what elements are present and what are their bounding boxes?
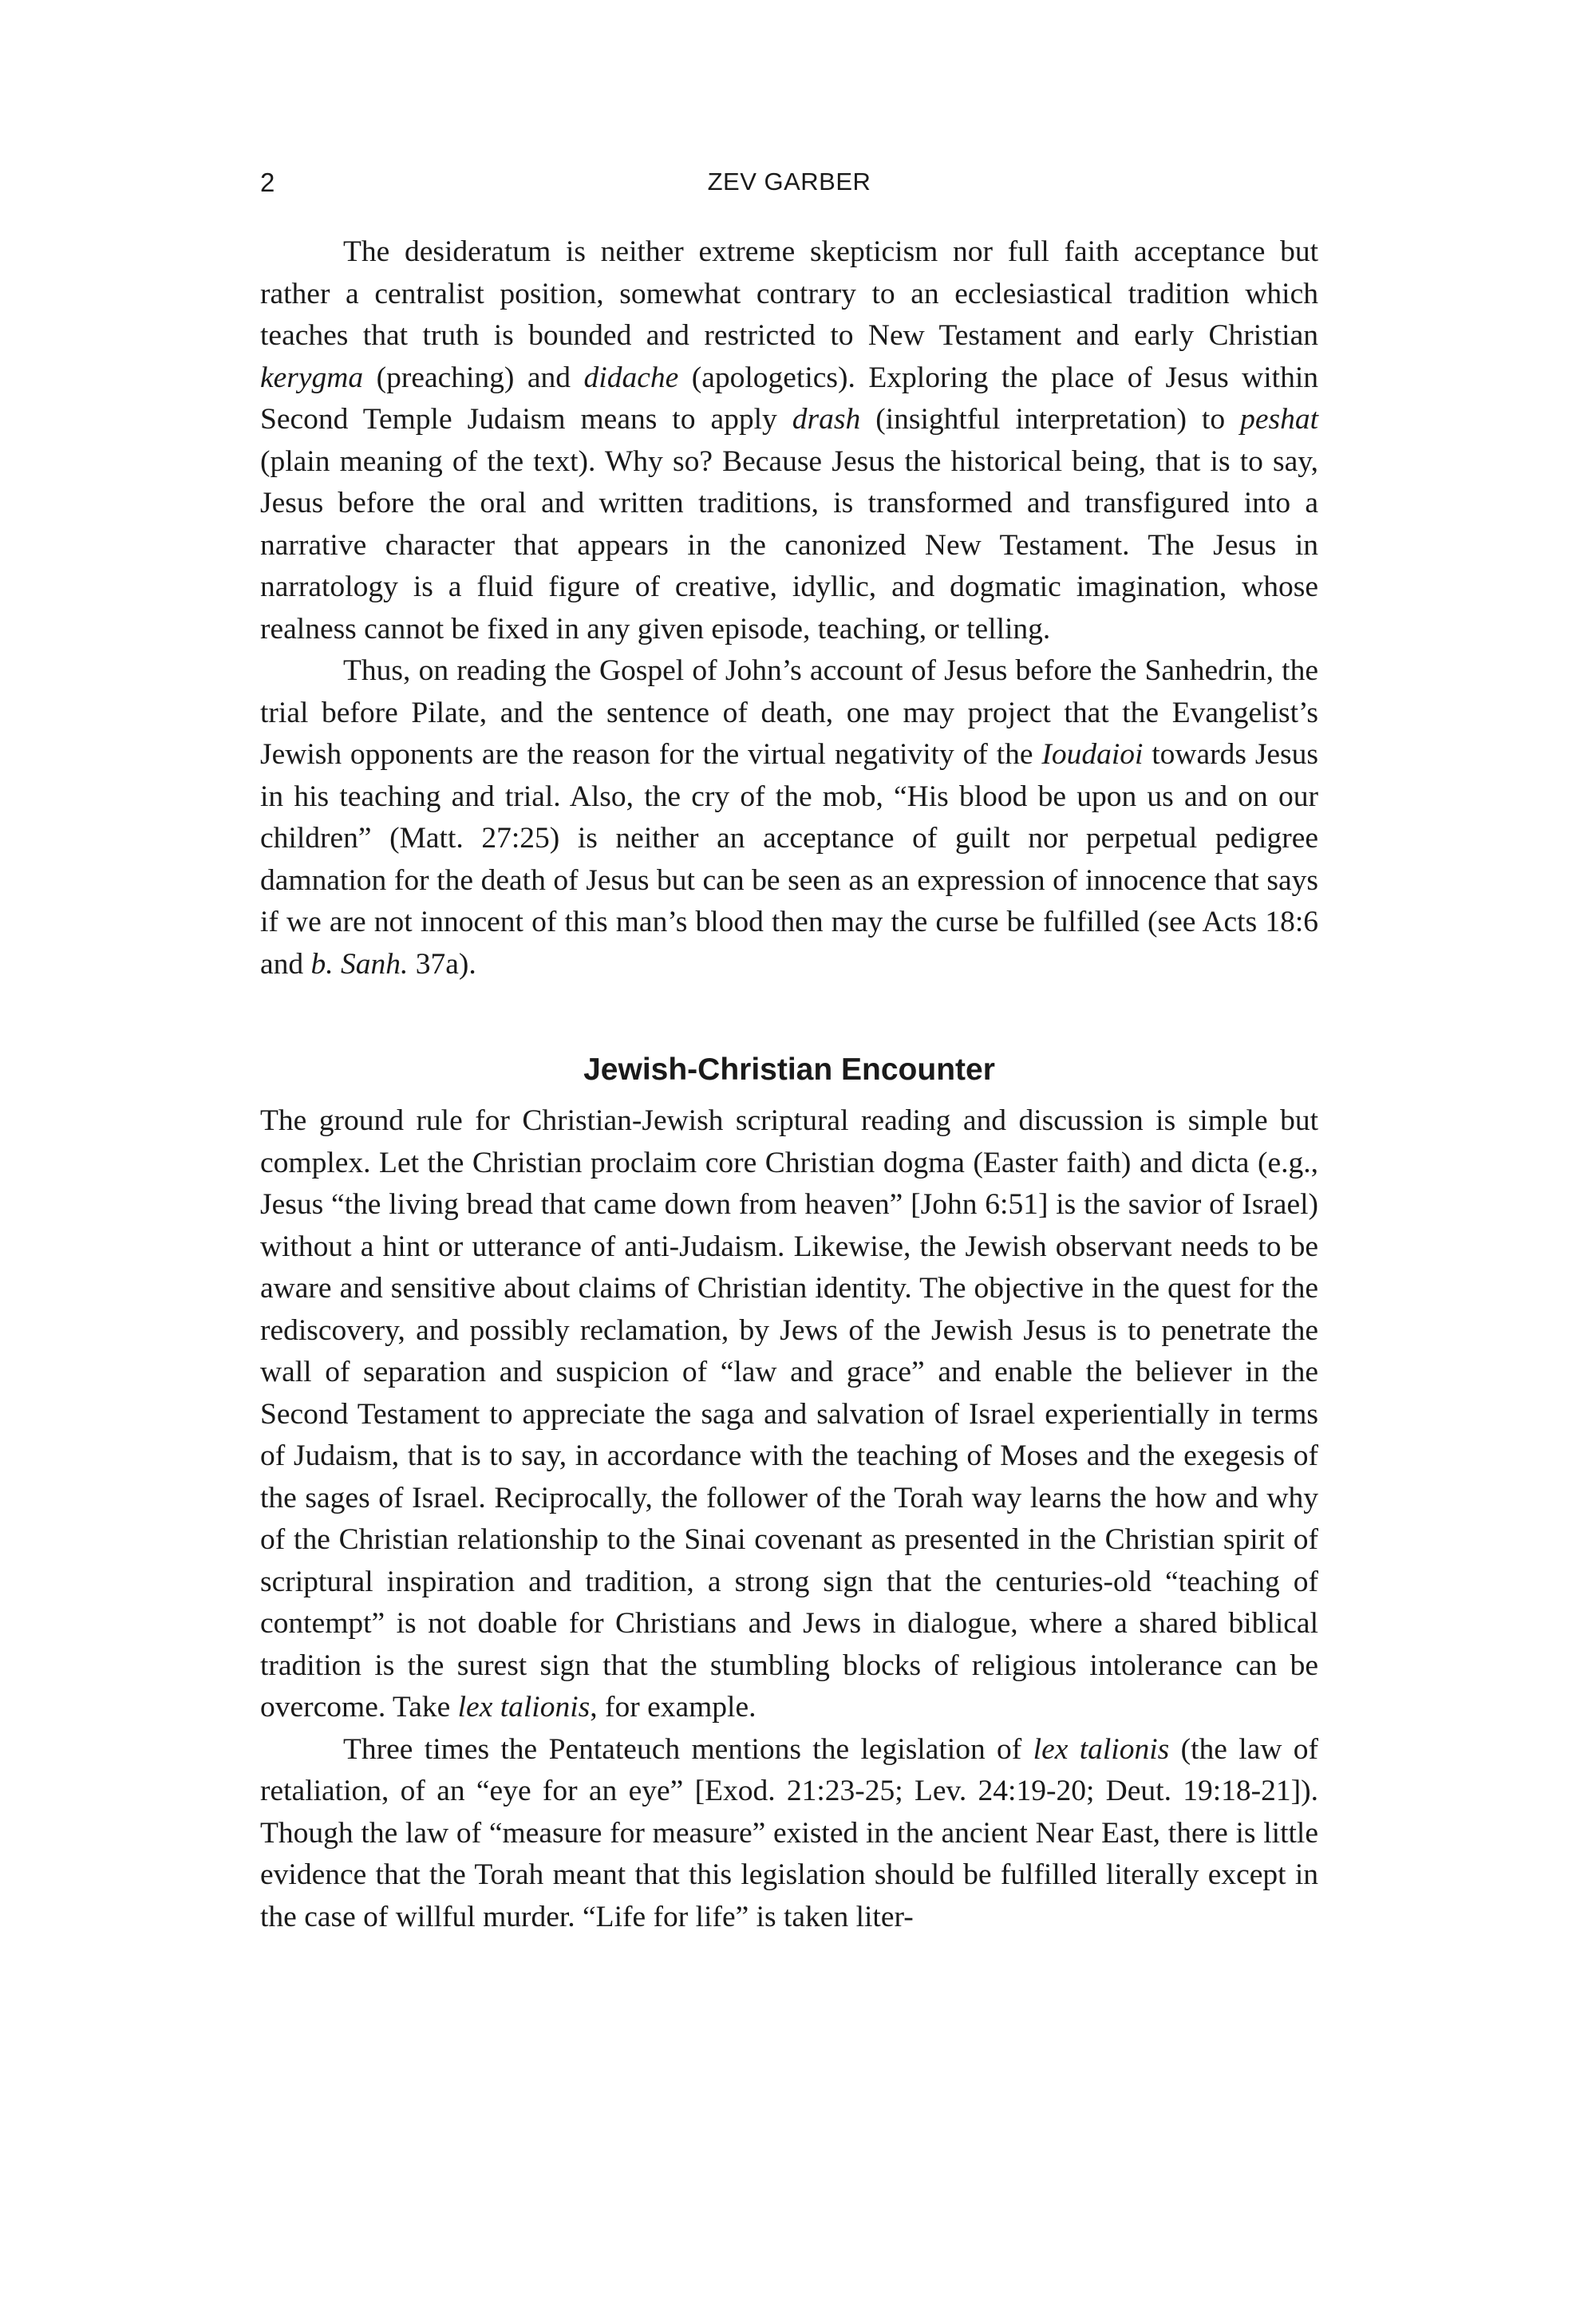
page-number: 2 [260,168,275,197]
paragraph-1: The desideratum is neither extreme skepticism nor full faith acceptance but rather a centralist position, somewhat contrary to an ecclesiastical tradition which teaches that truth is bounded and restricted to New Testament and early Christian kerygma (preaching) and didache (apologetics). Exploring the place of Jesus within Second Temple Judaism means to apply drash (insightful interpretation) to peshat (plain meaning of the text). Why so? Because Jesus the historical being, that is to say, Jesus before the oral and written traditions, is transformed and transfigured into a narrative character that appears in the canonized New Testament. The Jesus in narratology is a fluid figure of creative, idyllic, and dogmatic imagination, whose realness cannot be fixed in any given episode, teaching, or telling. [260,235,1318,646]
paragraph-4: Three times the Pentateuch mentions the legislation of lex talionis (the law of retaliation, of an “eye for an eye” [Exod. 21:23-25; Lev. 24:19-20; Deut. 19:18-21]). Though the law of “measure for measure” existed in the ancient Near East, there is little evidence that the Torah meant that this legislation should be fulfilled literally except in the case of willful murder. “Life for life” is taken liter- [260,1732,1319,1933]
book-page [260,168,1318,1938]
paragraph-2: Thus, on reading the Gospel of John’s account of Jesus before the Sanhedrin, the trial before Pilate, and the sentence of death, one may project that the Evangelist’s Jewish opponents are the reason for the virtual negativity of the Ioudaioi towards Jesus in his teaching and trial. Also, the cry of the mob, “His blood be upon us and on our children” (Matt. 27:25) is neither an acceptance of guilt nor perpetual pedigree damnation for the death of Jesus but can be seen as an expression of innocence that says if we are not innocent of this man’s blood then may the curse be fulfilled (see Acts 18:6 and b. Sanh. 37a). [260,654,1318,981]
running-title: ZEV GARBER [707,168,871,195]
section-heading: Jewish-Christian Encounter [583,1052,995,1087]
running-head [260,168,1318,207]
paragraph-3: The ground rule for Christian-Jewish scriptural reading and discussion is simple but complex. Let the Christian proclaim core Christian dogma (Easter faith) and dicta (e.g., Jesus “the living bread that came down from heaven” [John 6:51] is the savior of Israel) without a hint or utterance of anti-Judaism. Likewise, the Jewish observant needs to be aware and sensitive about claims of Christian identity. The objective in the quest for the rediscovery, and possibly reclamation, by Jews of the Jewish Jesus is to penetrate the wall of separation and suspicion of “law and grace” and enable the believer in the Second Testament to appreciate the saga and salvation of Israel experientially in terms of Judaism, that is to say, in accordance with the teaching of Moses and the exegesis of the sages of Israel. Reciprocally, the follower of the Torah way learns the how and why of the Christian relationship to the Sinai covenant as presented in the Christian spirit of scriptural inspiration and tradition, a strong sign that the centuries-old “teaching of contempt” is not doable for Christians and Jews in dialogue, where a shared biblical tradition is the surest sign that the stumbling blocks of religious intolerance can be overcome. Take lex talionis, for example. [260,1104,1318,1724]
